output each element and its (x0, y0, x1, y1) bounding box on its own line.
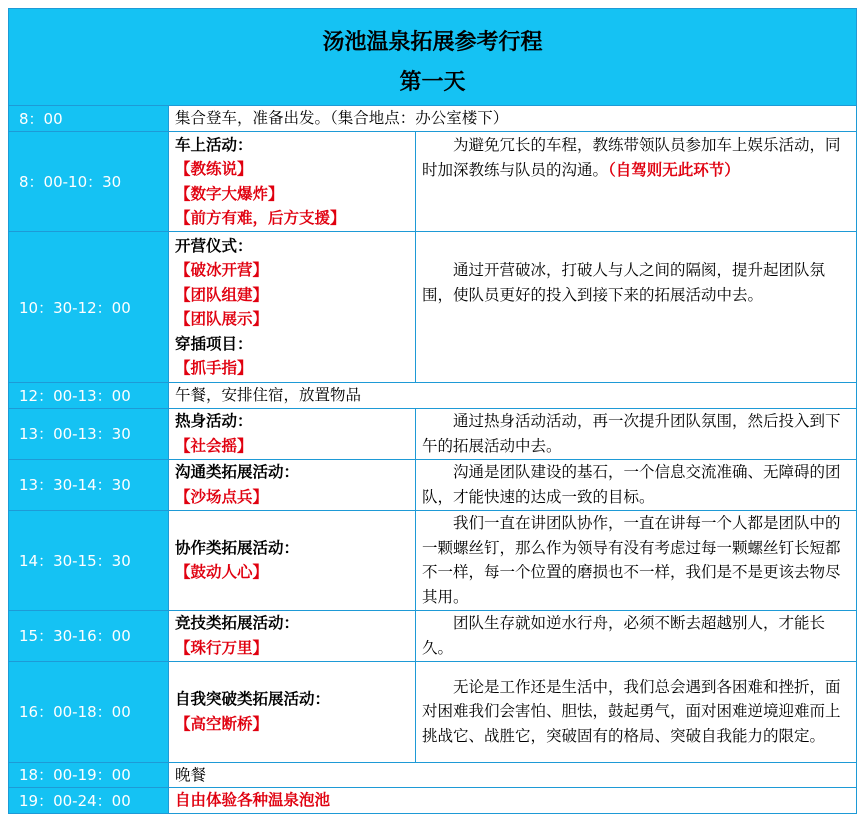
activity-heading: 竞技类拓展活动： (175, 614, 300, 632)
table-row (9, 661, 857, 762)
activity-cell (169, 610, 416, 661)
document-title: 汤池温泉拓展参考行程 (322, 29, 543, 55)
time-cell: 15：30-16：00 (9, 610, 169, 661)
activity-heading: 穿插项目： (175, 334, 253, 353)
activity-item: 【教练说】 (175, 160, 253, 178)
description-text: 通过开营破冰，打破人与人之间的隔阂，提升起团队氛围，使队员更好的投入到接下来的拓展活动中去。 (422, 261, 826, 304)
activity-item: 【破冰开营】 (175, 261, 269, 279)
description-cell (416, 510, 857, 610)
activity-item: 【珠行万里】 (175, 638, 269, 657)
activity-item: 【沙场点兵】 (175, 487, 269, 506)
time-cell: 14：30-15：30 (9, 510, 169, 610)
activity-item: 【抓手指】 (175, 359, 253, 377)
time-cell: 10：30-12：00 (9, 232, 169, 383)
description-cell (416, 408, 857, 459)
activity-item: 【数字大爆炸】 (175, 184, 284, 203)
table-row (9, 408, 857, 459)
table-row (9, 232, 857, 383)
activity-cell (169, 510, 416, 610)
table-row (9, 610, 857, 661)
description-cell (416, 132, 857, 232)
activity-cell (169, 762, 857, 788)
activity-heading: 沟通类拓展活动： (175, 463, 300, 481)
description-text: 团队生存就如逆水行舟，必须不断去超越别人，才能长久。 (422, 614, 826, 657)
activity-cell (169, 132, 416, 232)
description-text: 沟通是团队建设的基石，一个信息交流准确、无障碍的团队，才能快速的达成一致的目标。 (422, 463, 841, 506)
table-row (9, 132, 857, 232)
activity-item: 【社会摇】 (175, 436, 253, 455)
description-cell (416, 232, 857, 383)
activity-text: 午餐，安排住宿，放置物品 (175, 386, 362, 404)
activity-heading: 协作类拓展活动： (175, 538, 300, 557)
free-onsen-note: 自由体验各种温泉泡池 (175, 791, 331, 809)
description-text: 无论是工作还是生活中，我们总会遇到各困难和挫折，面对困难我们会害怕、胆怯，鼓起勇气，面对困难逆境迎难而上挑战它、战胜它，突破固有的格局、突破自我能力的限定。 (422, 677, 841, 745)
activity-cell (169, 459, 416, 510)
activity-text: 晚餐 (175, 765, 207, 784)
time-cell: 18：00-19：00 (9, 762, 169, 788)
activity-item: 【团队展示】 (175, 310, 269, 328)
time-cell: 13：00-13：30 (9, 408, 169, 459)
activity-item: 【前方有难，后方支援】 (175, 209, 346, 227)
time-cell: 16：00-18：00 (9, 661, 169, 762)
activity-cell (169, 383, 857, 409)
activity-heading: 热身活动： (175, 412, 253, 430)
activity-cell (169, 106, 857, 132)
description-text: 我们一直在讲团队协作，一直在讲每一个人都是团队中的一颗螺丝钉，那么作为领导有没有考虑过每一颗螺丝钉长短都不一样，每一个位置的磨损也不一样，我们是不是更该去物尽其用。 (422, 514, 841, 606)
activity-heading: 自我突破类拓展活动： (175, 690, 331, 708)
time-cell: 8：00-10：30 (9, 132, 169, 232)
table-row (9, 762, 857, 788)
activity-item: 【鼓动人心】 (175, 563, 269, 581)
time-cell: 8：00 (9, 106, 169, 132)
time-cell: 13：30-14：30 (9, 459, 169, 510)
time-cell: 12：00-13：00 (9, 383, 169, 409)
day-label: 第一天 (399, 69, 466, 95)
table-row (9, 383, 857, 409)
activity-cell (169, 788, 857, 814)
table-row (9, 510, 857, 610)
activity-text: 集合登车，准备出发。（集合地点：办公室楼下） (175, 109, 509, 128)
itinerary-document (8, 8, 856, 814)
table-header (9, 9, 857, 106)
activity-item: 【高空断桥】 (175, 714, 269, 733)
activity-heading: 开营仪式： (175, 236, 253, 255)
activity-cell (169, 661, 416, 762)
description-text: 为避免冗长的车程，教练带领队员参加车上娱乐活动，同时加深教练与队员的沟通。 (422, 136, 841, 179)
time-cell: 19：00-24：00 (9, 788, 169, 814)
activity-cell (169, 232, 416, 383)
activity-heading: 车上活动： (175, 135, 253, 154)
activity-cell (169, 408, 416, 459)
description-text: 通过热身活动活动，再一次提升团队氛围，然后投入到下午的拓展活动中去。 (422, 412, 841, 455)
description-cell (416, 661, 857, 762)
table-row (9, 106, 857, 132)
description-cell (416, 610, 857, 661)
itinerary-table (8, 8, 857, 814)
table-row (9, 459, 857, 510)
activity-item: 【团队组建】 (175, 285, 269, 304)
table-row (9, 788, 857, 814)
description-cell (416, 459, 857, 510)
self-drive-note: （自驾则无此环节） (608, 160, 740, 179)
